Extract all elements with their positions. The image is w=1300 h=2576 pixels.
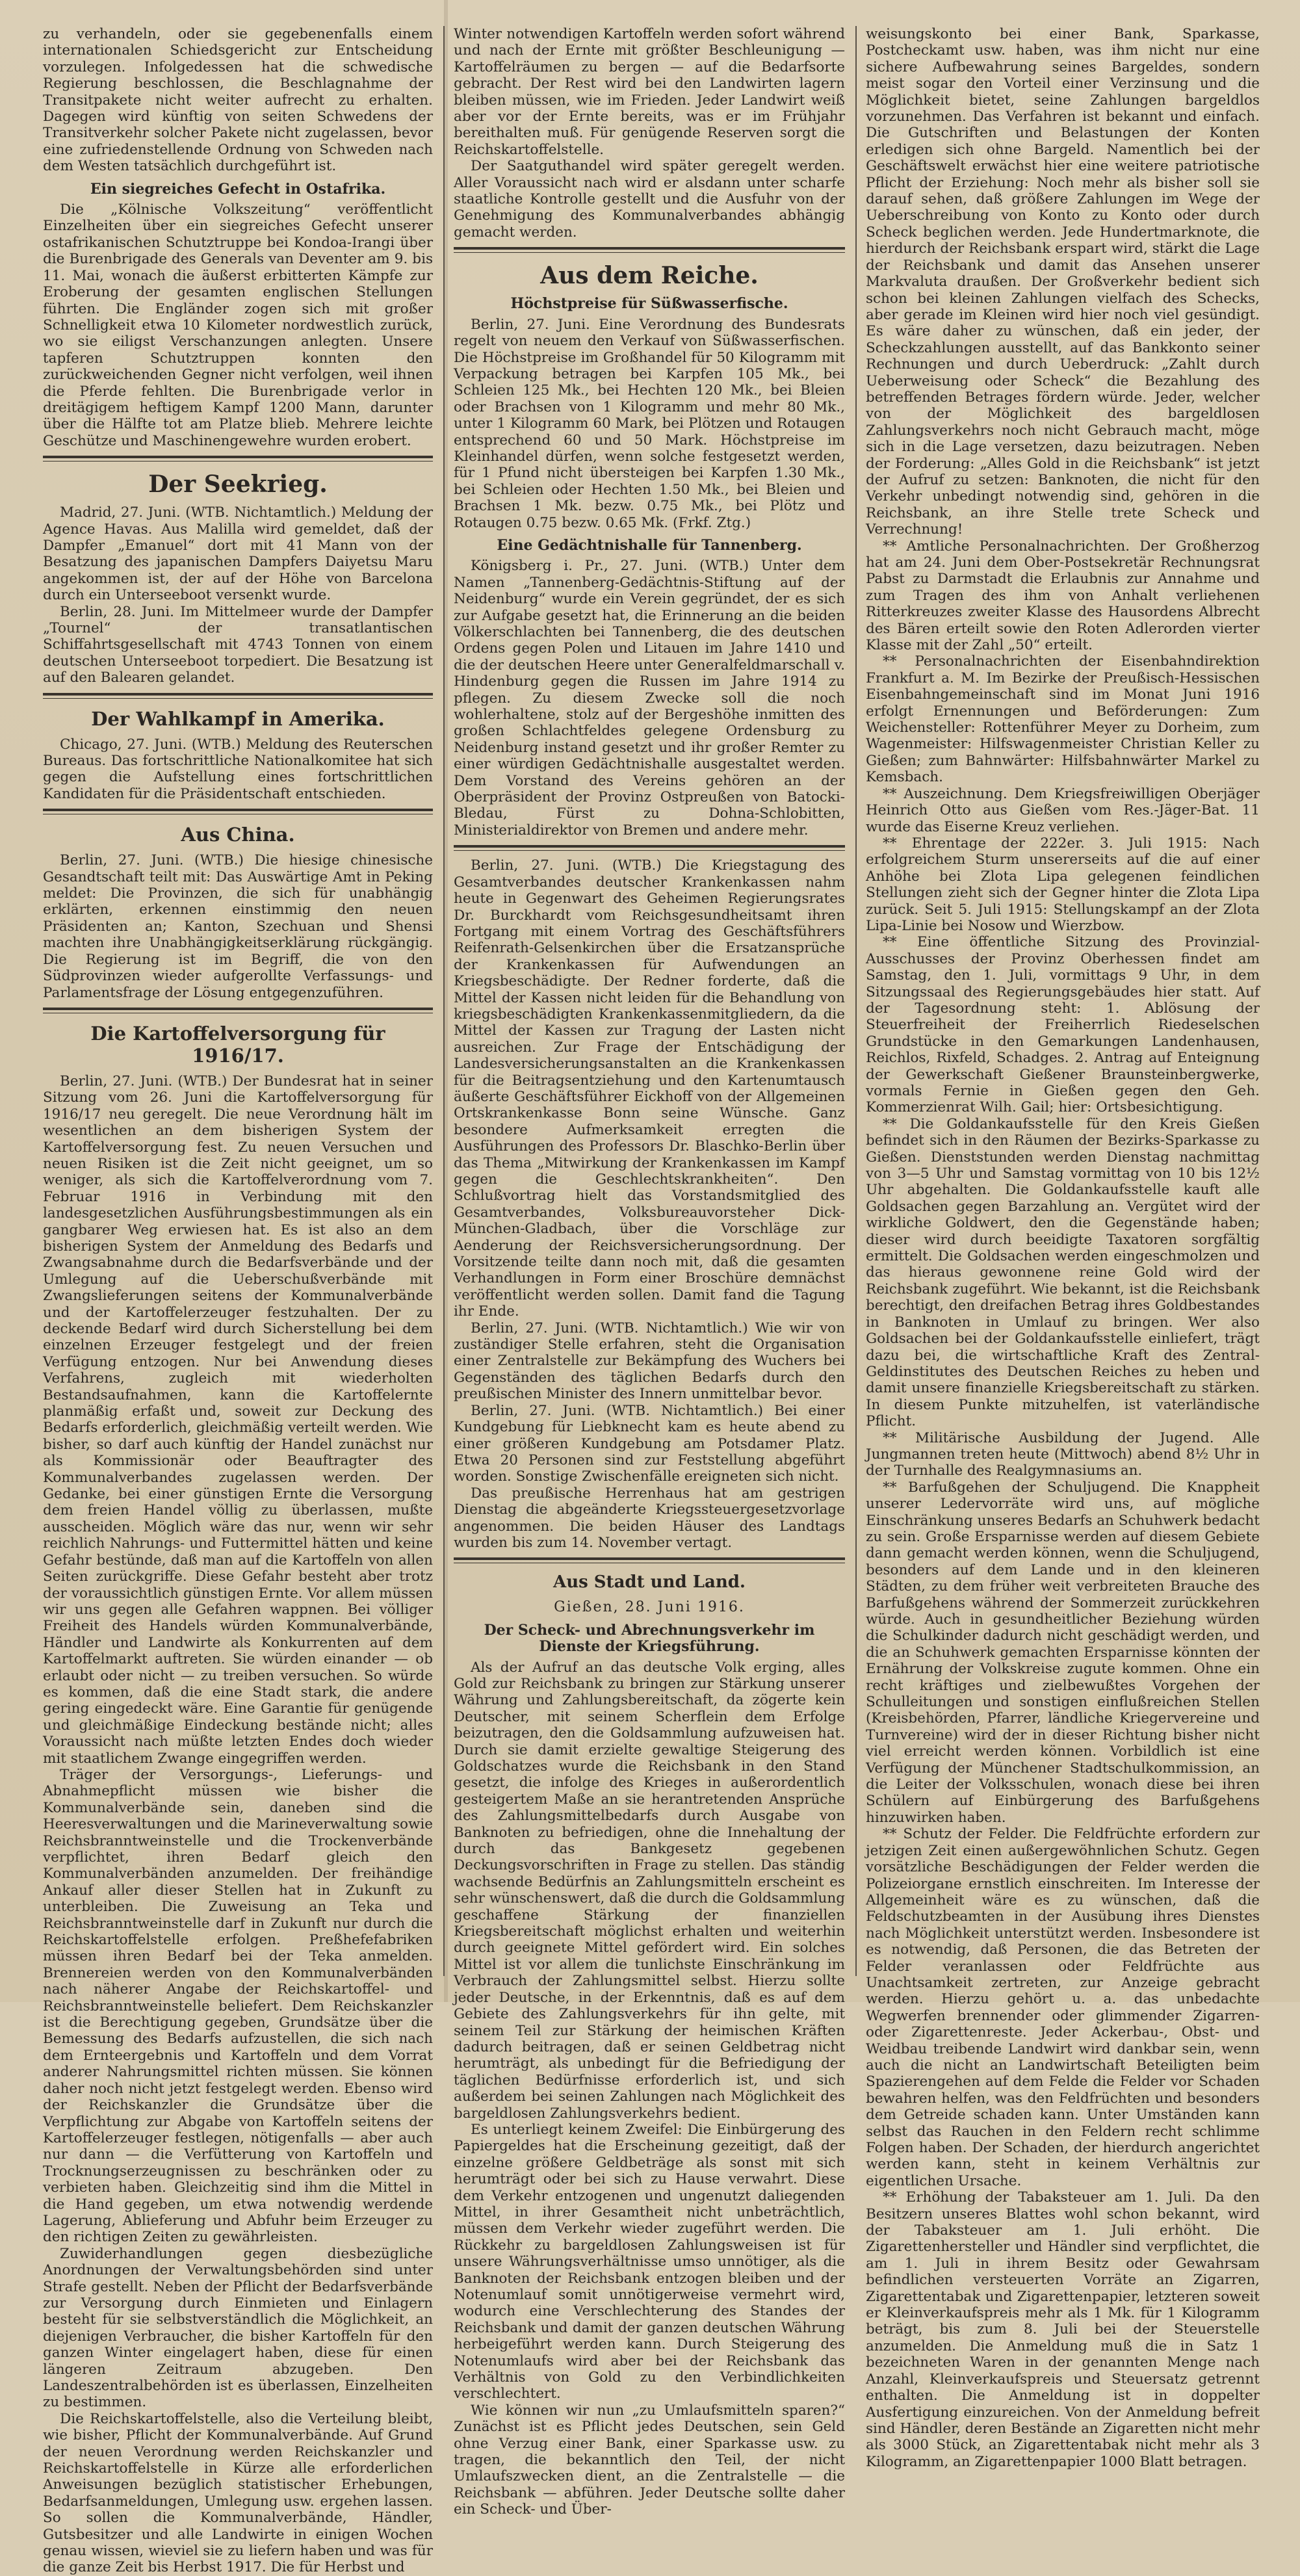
article-paragraph: ** Eine öffentliche Sitzung des Provinzial-Ausschusses der Provinz Oberhessen findet am Samstag, den 1. Juli, vormittags 9 Uhr, in dem Sitzungssaal des Regierungsgebäudes hier statt. Auf der Tagesordnung steht: 1. Ablösung der Steuerfreiheit der Freiherrlich Riedeselschen Grundstücke in den Gemarkungen Landenhausen, Reichlos, Rixfeld, Schadges. 2. Antrag auf Enteignung der Gewerkschaft Gießener Braunsteinbergwerke, vormals Fernie in Gießen gegen den Geh. Kommerzienrat Wilh. Gail; hier: Ortsbesichtigung. — [866, 934, 1260, 1116]
article-paragraph: ** Schutz der Felder. Die Feldfrüchte erfordern zur jetzigen Zeit einen außergewöhnlichen Schutz. Gegen vorsätzliche Beschädigungen der Felder werden die Polizeiorgane ernstlich einschreiten. Im Interesse der Allgemeinheit wäre es zu wünschen, daß die Feldschutzbeamten in der Ausübung ihres Dienstes nach Möglichkeit unterstützt werden. Insbesondere ist es notwendig, daß Personen, die das Betreten der Felder veranlassen oder Feldfrüchte aus Unachtsamkeit zertreten, zur Anzeige gebracht werden. Hierzu gehört u. a. das unbedachte Wegwerfen brennender oder glimmender Zigarren- oder Zigarettenreste. Jeder Ackerbau-, Obst- und Weidbau treibende Landwirt wird dankbar sein, wenn auch die nicht an Landwirtschaft Beteiligten beim Spazierengehen auf dem Felde die Felder vor Schaden bewahren helfen, was den Feldfrüchten und besonders dem Getreide schaden kann. Unter Umständen kann selbst das Rauchen in den Feldern recht schlimme Folgen haben. Der Schaden, der hierdurch angerichtet werden kann, steht in keinem Verhältnis zur eigentlichen Ursache. — [866, 1826, 1260, 2189]
section-heading: Aus Stadt und Land. — [553, 1572, 746, 1593]
section-rule — [454, 247, 845, 253]
article-paragraph: Berlin, 27. Juni. (WTB.) Die Kriegstagung des Gesamtverbandes deutscher Krankenkassen nahm heute in Gegenwart des Geheimen Regierungsrates Dr. Burckhardt vom Reichsgesundheitsamt ihren Fortgang mit einem Vortrag des Geschäftsführers Reifenrath-Gelsenkirchen über die Ersatzansprüche der Krankenkassen für Aufwendungen an Kriegsbeschädigte. Der Redner forderte, daß die Mittel der Kassen nicht leiden für die Behandlung von kriegsbeschädigten Krankenkassenmitgliedern, da die Mittel der Kassen zur Tragung der Lasten nicht ausreichen. Zur Frage der Entschädigung der Landesversicherungsanstalten an die Krankenkassen für die Beitragsentziehung und den Kartenumtausch äußerte Geschäftsführer Eickhoff von der Allgemeinen Ortskrankenkasse Bonn seine Wünsche. Ganz besondere Aufmerksamkeit erregten die Ausführungen des Professors Dr. Blaschko-Berlin über das Thema „Mitwirkung der Krankenkassen im Kampf gegen die Geschlechtskrankheiten“. Den Schlußvortrag hielt das Vorstandsmitglied des Gesamtverbandes, Volksbureauvorsteher Dick-München-Gladbach, über die Vorschläge zur Aenderung der Reichsversicherungsordnung. Der Vorsitzende teilte dann noch mit, daß die gesamten Verhandlungen in Form einer Broschüre demnächst veröffentlicht werden sollen. Damit fand die Tagung ihr Ende. — [454, 857, 845, 1320]
article-paragraph: ** Ehrentage der 222er. 3. Juli 1915: Nach erfolgreichem Sturm unsererseits auf die auf einer Anhöhe bei Zlota Lipa gelegenen feindlichen Stellungen zieht sich der Gegner hinter die Zlota Lipa zurück. Seit 5. Juli 1915: Stellungskampf an der Zlota Lipa-Linie bei Nosow und Wierzbow. — [866, 835, 1260, 934]
article-paragraph: ** Erhöhung der Tabaksteuer am 1. Juli. Da den Besitzern unseres Blattes wohl schon bekannt, wird der Tabaksteuer am 1. Juli erhöht. Die Zigarettenhersteller und Händler sind verpflichtet, die am 1. Juli in ihrem Besitz oder Gewahrsam befindlichen versteuerten Vorräte an Zigarren, Zigarettentabak und Zigarettenpapier, letzteren soweit er Kleinverkaufspreis mehr als 1 Mk. für 1 Kilogramm beträgt, bis zum 8. Juli bei der Steuerstelle anzumelden. Die Anmeldung muß die in Satz 1 bezeichneten Waren in der genannten Menge nach Anzahl, Kleinverkaufspreis und Steuersatz getrennt enthalten. Die Anmeldung ist in doppelter Ausfertigung einzureichen. Von der Anmeldung befreit sind Händler, deren Bestände an Zigaretten nicht mehr als 3000 Stück, an Zigarettentabak nicht mehr als 3 Kilogramm, an Zigarettenpapier 1000 Blatt betragen. — [866, 2189, 1260, 2470]
article-paragraph: Königsberg i. Pr., 27. Juni. (WTB.) Unter dem Namen „Tannenberg-Gedächtnis-Stiftung auf der Neidenburg“ wurde ein Verein gegründet, der es sich zur Aufgabe gesetzt hat, die Erinnerung an die beiden Völkerschlachten bei Tannenberg, die des deutschen Ordens gegen Polen und Litauen im Jahre 1410 und die der deutschen Heere unter Generalfeldmarschall v. Hindenburg gegen die Russen im Jahre 1914 zu pflegen. Zu diesem Zwecke soll die noch wohlerhaltene, stolz auf der Bergeshöhe inmitten des großen Schlachtfeldes gelegene Ordensburg zu Neidenburg instand gesetzt und ihr großer Remter zu einer würdigen Gedächtnishalle ausgestaltet werden. Dem Vorstand des Vereins gehören an der Oberpräsident der Provinz Ostpreußen von Batocki-Bledau, Fürst zu Dohna-Schlobitten, Ministerialdirektor von Bremen und andere mehr. — [454, 558, 845, 839]
article-paragraph: Wie können wir nun „zu Umlaufsmitteln sparen?“ Zunächst ist es Pflicht jedes Deutschen, sein Geld ohne Verzug einer Bank, einer Sparkasse usw. zu tragen, die bekanntlich den Teil, der nicht Umlaufszwecken dient, an die Zentralstelle — die Reichsbank — abführen. Jeder Deutsche sollte daher ein Scheck- und Über- — [454, 2402, 845, 2518]
article-paragraph: Als der Aufruf an das deutsche Volk erging, alles Gold zur Reichsbank zu bringen zur Stärkung unserer Währung und Zahlungsbereitschaft, da zögerte kein Deutscher, mit seinem Scherflein dem Erfolge beizutragen, den die Goldsammlung aufzuweisen hat. Durch sie damit erzielte gewaltige Steigerung des Goldschatzes wurde die Reichsbank in den Stand gesetzt, die infolge des Krieges in außerordentlich gesteigertem Maße an sie herantretenden Ansprüche des Zahlungsmittelbedarfs durch Ausgabe von Banknoten zu befriedigen, ohne die Innehaltung der durch das Bankgesetz gegebenen Deckungsvorschriften in Frage zu stellen. Das ständig wachsende Bedürfnis an Zahlungsmitteln erscheint es sehr wünschenswert, daß die durch die Goldsammlung geschaffene Stärkung der finanziellen Kriegsbereitschaft möglichst erhalten und weiterhin durch geeignete Mittel gefördert wird. Ein solches Mittel ist vor allem die tunlichste Einschränkung im Verbrauch der Zahlungsmittel selbst. Hierzu sollte jeder Deutsche, in der Erkenntnis, daß es auf dem Gebiete des Zahlungsverkehrs für ihn gelte, mit seinem Teil zur Stärkung der heimischen Kräften dadurch beitragen, daß er seinen Geldbetrag nicht herumträgt, als unbedingt für die Befriedigung der täglichen Bedürfnisse erforderlich ist, und sich außerdem bei seinen Zahlungen nach Möglichkeit des bargeldlosen Zahlungsverkehrs bedient. — [454, 1659, 845, 2122]
section-rule — [43, 809, 433, 814]
article-paragraph: ** Auszeichnung. Dem Kriegsfreiwilligen Oberjäger Heinrich Otto aus Gießen vom Res.-Jäger-Bat. 11 wurde das Eiserne Kreuz verliehen. — [866, 785, 1260, 835]
section-heading: Die Kartoffelversorgung für 1916/17. — [90, 1022, 385, 1067]
article-paragraph: Die Reichskartoffelstelle, also die Verteilung bleibt, wie bisher, Pflicht der Kommunalverbände. Auf Grund der neuen Verordnung werden Reichskanzler und Reichskartoffelstelle in Kürze alle erforderlichen Anweisungen bezüglich statistischer Erhebungen, Bedarfsanmeldungen, Umlegung usw. ergehen lassen. So sollen die Kommunalverbände, Händler, Gutsbesitzer und alle Landwirte in einigen Wochen genau wissen, wieviel sie zu liefern haben und was für die ganze Zeit bis Herbst 1917. Die für Herbst und — [43, 2410, 433, 2576]
article-paragraph: Der Saatguthandel wird später geregelt werden. Aller Voraussicht nach wird er alsdann unter scharfe staatliche Kontrolle gestellt und die Ausfuhr von der Genehmigung des Kommunalverbandes abhängig gemacht werden. — [454, 158, 845, 241]
section-heading: Der Seekrieg. — [148, 471, 328, 499]
article-paragraph: zu verhandeln, oder sie gegebenenfalls einem internationalen Schiedsgericht zur Entscheidung vorzulegen. Infolgedessen hat die schwedische Regierung beschlossen, die Beschlagnahme der Transitpakete nicht weiter aufrecht zu erhalten. Dagegen wird künftig von seiten Schwedens der Transitverkehr solcher Pakete nicht zugelassen, bevor eine zufriedenstellende Ordnung von Schweden nach dem Westen tatsächlich durchgeführt ist. — [43, 26, 433, 175]
article-paragraph: Berlin, 28. Juni. Im Mittelmeer wurde der Dampfer „Tournel“ der transatlantischen Schiffahrtsgesellschaft mit 4743 Tonnen von einem deutschen Unterseeboot torpediert. Die Besatzung ist auf den Balearen gelandet. — [43, 603, 433, 686]
section-rule — [454, 845, 845, 851]
article-paragraph: Berlin, 27. Juni. (WTB. Nichtamtlich.) Bei einer Kundgebung für Liebknecht kam es heute abend zu einer größeren Kundgebung am Potsdamer Platz. Etwa 20 Personen sind zur Feststellung abgeführt worden. Sonstige Zwischenfälle ereigneten sich nicht. — [454, 1402, 845, 1485]
article-paragraph: Madrid, 27. Juni. (WTB. Nichtamtlich.) Meldung der Agence Havas. Aus Malilla wird gemeldet, daß der Dampfer „Emanuel“ dort mit 41 Mann von der Besatzung des japanischen Dampfers Daiyetsu Maru angekommen ist, der auf der Höhe von Barcelona durch ein Unterseeboot versenkt wurde. — [43, 504, 433, 604]
column-1 — [43, 26, 433, 2576]
article-paragraph: Träger der Versorgungs-, Lieferungs- und Abnahmepflicht müssen wie bisher die Kommunalverbände sein, daneben sind die Heeresverwaltungen und die Marineverwaltung sowie Reichsbranntweinstelle und die Trockenverbände verpflichtet, ihren Bedarf gleich den Kommunalverbänden anzumelden. Der freihändige Ankauf aller dieser Stellen hat in Zukunft zu unterbleiben. Die Zuweisung an Teka und Reichsbranntweinstelle darf in Zukunft nur durch die Reichskartoffelstelle erfolgen. Preßhefefabriken müssen ihren Bedarf bei der Teka anmelden. Brennereien werden von den Kommunalverbänden nach näherer Angabe der Reichskartoffel- und Reichsbranntweinstelle beliefert. Dem Reichskanzler ist die Berechtigung gegeben, Grundsätze über die Bemessung des Bedarfs aufzustellen, die sich nach dem Ernteergebnis und Kartoffeln und dem Vorrat anderer Nahrungsmittel richten müssen. Sie können daher noch nicht jetzt festgelegt werden. Ebenso wird der Reichskanzler die Grundsätze über die Verpflichtung zur Abgabe von Kartoffeln seitens der Kartoffelerzeuger festlegen, nötigenfalls — aber auch nur dann — die Verfütterung von Kartoffeln und Trocknungserzeugnissen zu beschränken oder zu verbieten haben. Gleichzeitig sind ihm die Mittel in die Hand gegeben, um etwa notwendig werdende Lagerung, Ablieferung und Abfuhr beim Erzeuger zu den richtigen Zeiten zu gewährleisten. — [43, 1766, 433, 2246]
column-2 — [454, 26, 845, 2518]
section-rule — [43, 456, 433, 462]
article-paragraph: ** Militärische Ausbildung der Jugend. Alle Jungmannen treten heute (Mittwoch) abend 8½ Uhr in der Turnhalle des Realgymnasiums an. — [866, 1429, 1260, 1479]
section-rule — [43, 1008, 433, 1013]
section-heading: Der Wahlkampf in Amerika. — [91, 707, 385, 730]
section-rule — [43, 693, 433, 699]
column-rule-2 — [855, 26, 857, 1976]
article-subheading: Höchstpreise für Süßwasserfische. — [510, 295, 788, 313]
section-rule — [454, 1557, 845, 1563]
article-paragraph: Zuwiderhandlungen gegen diesbezügliche Anordnungen der Verwaltungsbehörden sind unter Strafe gestellt. Neben der Pflicht der Bedarfsverbände zur Versorgung durch Einmieten und Einlagern besteht für sie selbstverständlich die Möglichkeit, an diejenigen Verbraucher, die bisher Kartoffeln für den ganzen Winter eingelagert haben, diese für einen längeren Zeitraum abzugeben. Den Landeszentralbehörden ist es überlassen, Einzelheiten zu bestimmen. — [43, 2245, 433, 2411]
article-paragraph: Berlin, 27. Juni. (WTB.) Der Bundesrat hat in seiner Sitzung vom 26. Juni die Kartoffelversorgung für 1916/17 neu geregelt. Die neue Verordnung hält im wesentlichen an dem bisherigen System der Kartoffelversorgung fest. Zu neuen Versuchen und neuen Risiken ist die Zeit nicht geeignet, um so weniger, als sich die Kartoffelverordnung vom 7. Februar 1916 in Verbindung mit den landesgesetzlichen Ausführungsbestimmungen als ein gangbarer Weg erwiesen hat. Es ist also an dem bisherigen System der Anmeldung des Bedarfs und Zwangsabnahme durch die Bedarfsverbände und der Umlegung auf die Ueberschußverbände mit Zwangslieferungen seitens der Kommunalverbände und der Kartoffelerzeuger festzuhalten. Der zu deckende Bedarf wird durch Sicherstellung bei dem einzelnen Erzeuger festgelegt und der freien Verfügung entzogen. Nur bei Anwendung dieses Verfahrens, zugleich mit wiederholten Bestandsaufnahmen, kann die Kartoffelernte planmäßig erfaßt und, soweit zur Deckung des Bedarfs erforderlich, gleichmäßig verteilt werden. Wie bisher, so darf auch künftig der Handel zunächst nur als Kommissionär oder Beauftragter des Kommunalverbandes zugelassen werden. Der Gedanke, bei einer günstigen Ernte die Versorgung dem freien Handel völlig zu überlassen, mußte ausscheiden. Möglich wäre das nur, wenn wir sehr reichlich Nahrungs- und Futtermittel hätten und keine Gefahr bestünde, daß man auf die Kartoffeln von allen Seiten zurückgriffe. Diese Gefahr besteht aber trotz der voraussichtlich günstigen Ernte. Vor allem müssen wir uns gegen alle Gefahren wappnen. Bei völliger Freiheit des Handels würden Kommunalverbände, Händler und Landwirte als Konkurrenten auf dem Kartoffelmarkt auftreten. Sie würden einander — ob erlaubt oder nicht — zu treiben versuchen. So würde es kommen, daß die eine Stadt stark, die andere gering eingedeckt wäre. Eine Garantie für genügende und gleichmäßige Eindeckung bestände nicht; alles Voraussicht nach müßte letzten Endes doch wieder mit staatlichem Zwange eingegriffen werden. — [43, 1073, 433, 1767]
article-paragraph: Das preußische Herrenhaus hat am gestrigen Dienstag die abgeänderte Kriegssteuergesetzvorlage angenommen. Die beiden Häuser des Landtags wurden bis zum 14. November vertagt. — [454, 1485, 845, 1551]
section-heading: Aus China. — [181, 824, 295, 846]
section-heading: Aus dem Reiche. — [540, 262, 759, 290]
article-paragraph: Berlin, 27. Juni. (WTB.) Die hiesige chinesische Gesandtschaft teilt mit: Das Auswärtige Amt in Peking meldet: Die Provinzen, die sich für unabhängig erklärten, erkennen einstimmig den neuen Präsidenten an; Kanton, Szechuan und Shensi machten ihre Unabhängigkeitserklärung rückgängig. Die Regierung ist im Begriff, die von den Südprovinzen wieder aufgerollte Verfassungs- und Parlamentsfrage der Lösung entgegenzuführen. — [43, 852, 433, 1001]
article-paragraph: Berlin, 27. Juni. (WTB. Nichtamtlich.) Wie wir von zuständiger Stelle erfahren, steht die Organisation einer Zentralstelle zur Bekämpfung des Wuchers bei Gegenständen des täglichen Bedarfs durch den preußischen Minister des Innern unmittelbar bevor. — [454, 1320, 845, 1403]
article-paragraph: Winter notwendigen Kartoffeln werden sofort während und nach der Ernte mit größter Beschleunigung — Kartoffelräumen zu bergen — auf die Bedarfsorte gebracht. Der Rest wird bei den Landwirten lagern bleiben müssen, wie im Frieden. Jeder Landwirt weiß aber vor der Ernte bereits, was er im Frühjahr bereithalten muß. Für genügende Reserven sorgt die Reichskartoffelstelle. — [454, 26, 845, 158]
article-paragraph: Die „Kölnische Volkszeitung“ veröffentlicht Einzelheiten über ein siegreiches Gefecht unserer ostafrikanischen Schutztruppe bei Kondoa-Irangi über die Burenbrigade des Generals van Deventer am 9. bis 11. Mai, wonach die äußerst erbitterten Kämpfe zur Eroberung der gesamten englischen Stellungen führten. Die Engländer zogen sich mit großer Schnelligkeit etwa 10 Kilometer nordwestlich zurück, wo sie eiligst Verschanzungen anlegten. Unsere tapferen Schutztruppen konnten den zurückweichenden Gegner nicht verfolgen, weil ihnen die Pferde fehlten. Die Burenbrigade verlor in dreitägigem heftigem Kampf 1200 Mann, darunter über die Hälfte tot am Platze blieb. Mehrere leichte Geschütze und Maschinengewehre wurden erobert. — [43, 202, 433, 449]
article-paragraph: ** Personalnachrichten der Eisenbahndirektion Frankfurt a. M. Im Bezirke der Preußisch-Hessischen Eisenbahngemeinschaft sind im Monat Juni 1916 erfolgt Ernennungen und Beförderungen: Zum Weichensteller: Rottenführer Meyer zu Dorheim, zum Wagenmeister: Hilfswagenmeister Christian Keller zu Gießen; zum Bahnwärter: Hilfsbahnwärter Markel zu Kemsbach. — [866, 653, 1260, 786]
column-rule-1 — [443, 26, 445, 1976]
dateline: Gießen, 28. Juni 1916. — [554, 1599, 745, 1616]
article-subheading: Der Scheck- und Abrechnungsverkehr im Dienste der Kriegsführung. — [484, 1621, 815, 1656]
article-paragraph: Chicago, 27. Juni. (WTB.) Meldung des Reuterschen Bureaus. Das fortschrittliche Nationalkomitee hat sich gegen die Aufstellung eines fortschrittlichen Kandidaten für die Präsidentschaft entschieden. — [43, 736, 433, 802]
column-3 — [866, 26, 1260, 2470]
article-paragraph: weisungskonto bei einer Bank, Sparkasse, Postcheckamt usw. haben, was ihm nicht nur eine sichere Aufbewahrung seines Bargeldes, sondern meist sogar den Vorteil einer Verzinsung und die Möglichkeit bietet, seine Zahlungen bargeldlos vorzunehmen. Das Verfahren ist bekannt und einfach. Die Gutschriften und Belastungen der Konten erledigen sich ohne Bargeld. Namentlich bei der Geschäftswelt erwächst hier eine weitere patriotische Pflicht der Erziehung: Noch mehr als bisher soll sie darauf sehen, daß größere Zahlungen im Wege der Ueberschreibung von Konto zu Konto oder durch Scheck beglichen werden. Jede Hundertmarknote, die hierdurch der Reichsbank erspart wird, stärkt die Lage der Reichsbank und damit das Ansehen unserer Markvaluta draußen. Der Großverkehr bedient sich schon bei kleinen Zahlungen vielfach des Schecks, aber gerade im Kleinen wird hier noch viel gesündigt. Es wäre daher zu wünschen, daß ein jeder, der Scheckzahlungen ausstellt, auf das Bankkonto seiner Rechnungen und durch Ueberdruck: „Zahlt durch Ueberweisung oder Scheck“ die Bezahlung des betreffenden Betrages fördern würde. Jeder, welcher von der Möglichkeit des bargeldlosen Zahlungsverkehrs noch nicht Gebrauch macht, möge sich in die Lage versetzen, dazu beizutragen. Neben der Forderung: „Alles Gold in die Reichsbank“ ist jetzt der Aufruf zu setzen: Banknoten, die nicht für den Verkehr unbedingt notwendig sind, gehören in die Reichsbank, an ihre Stelle trete Scheck und Verrechnung! — [866, 26, 1260, 538]
article-paragraph: ** Amtliche Personalnachrichten. Der Großherzog hat am 24. Juni dem Ober-Postsekretär Rechnungsrat Pabst zu Darmstadt die Erlaubnis zur Annahme und zum Tragen des ihm von Anhalt verliehenen Ritterkreuzes zweiter Klasse des Hausordens Albrecht des Bären erteilt sowie den Roten Adlerorden vierter Klasse mit der Zahl „50“ erteilt. — [866, 538, 1260, 654]
article-paragraph: ** Barfußgehen der Schuljugend. Die Knappheit unserer Ledervorräte wird uns, auf mögliche Einschränkung unseres Bedarfs an Schuhwerk bedacht zu sein. Große Ersparnisse werden auf diesem Gebiete dann gemacht werden können, wenn die Schuljugend, besonders auf dem Lande und in den kleineren Städten, zu dem früher weit verbreiteten Brauche des Barfußgehens während der Sommerzeit zurückkehren würde. Auch in gesundheitlicher Beziehung würden die Schulkinder dadurch nicht geschädigt werden, und die an Schuhwerk gemachten Ersparnisse könnten der Ernährung der Volkskreise zugute kommen. Ohne ein recht kräftiges und zielbewußtes Vorgehen der Schulleitungen und sonstigen einflußreichen Stellen (Kreisbehörden, Pfarrer, ländliche Kriegervereine und Turnvereine) wird der in dieser Richtung bisher nicht viel erreicht werden können. Vorbildlich ist eine Verfügung der Münchener Stadtschulkommission, an die Leiter der Volksschulen, wonach diese bei ihren Schülern auf Einbürgerung des Barfußgehens hinzuwirken haben. — [866, 1479, 1260, 1826]
article-subheading: Eine Gedächtnishalle für Tannenberg. — [497, 536, 802, 554]
article-paragraph: Berlin, 27. Juni. Eine Verordnung des Bundesrats regelt von neuem den Verkauf von Süßwasserfischen. Die Höchstpreise im Großhandel für 50 Kilogramm mit Verpackung betragen bei Karpfen 105 Mk., bei Schleien 125 Mk., bei Hechten 120 Mk., bei Bleien oder Brachsen von 1 Kilogramm und mehr 80 Mk., unter 1 Kilogramm 60 Mark, bei Plötzen und Rotaugen entsprechend 60 und 50 Mark. Höchstpreise im Kleinhandel dürfen, wenn solche festgesetzt werden, für 1 Pfund nicht übersteigen bei Karpfen 1.30 Mk., bei Schleien oder Hechten 1.50 Mk., bei Bleien und Brachsen 1 Mk. bezw. 0.75 Mk., bei Plötz und Rotaugen 0.75 bezw. 0.65 Mk. (Frkf. Ztg.) — [454, 316, 845, 531]
article-paragraph: Es unterliegt keinem Zweifel: Die Einbürgerung des Papiergeldes hat die Erscheinung gezeitigt, daß der einzelne größere Geldbeträge als sonst mit sich herumträgt oder bei sich zu Hause verwahrt. Diese dem Verkehr entzogenen und ungenutzt daliegenden Mittel, in ihrer Gesamtheit nicht unbeträchtlich, müssen dem Verkehr wieder zugeführt werden. Die Rückkehr zu bargeldlosen Zahlungsweisen ist für unsere Währungsverhältnisse umso unnötiger, als die Banknoten der Reichsbank entzogen bleiben und der Notenumlauf somit unnötigerweise vermehrt wird, wodurch eine Verschlechterung des Standes der Reichsbank und damit der ganzen deutschen Währung herbeigeführt werden kann. Durch Steigerung des Notenumlaufs wird aber bei der Reichsbank das Verhältnis von Gold zu den Verbindlichkeiten verschlechtert. — [454, 2121, 845, 2402]
article-paragraph: ** Die Goldankaufsstelle für den Kreis Gießen befindet sich in den Räumen der Bezirks-Sparkasse zu Gießen. Dienststunden werden Dienstag nachmittag von 3—5 Uhr und Samstag vormittag von 10 bis 12½ Uhr abgehalten. Die Goldankaufsstelle kauft alle Goldsachen gegen Barzahlung an. Vergütet wird der wirkliche Goldwert, den die Gegenstände haben; dieser wird durch beeidigte Taxatoren sorgfältig ermittelt. Die Goldsachen werden eingeschmolzen und das hieraus gewonnene reine Gold wird der Reichsbank zugeführt. Wie bekannt, ist die Reichsbank berechtigt, den dreifachen Betrag ihres Goldbestandes in Banknoten in Umlauf zu bringen. Wer also Goldsachen bei der Goldankaufsstelle einliefert, trägt dazu bei, die wirtschaftliche Kraft des Zentral-Geldinstitutes des Deutschen Reiches zu heben und damit unsere finanzielle Kriegsbereitschaft zu stärken. In diesem Punkte mitzuhelfen, ist vaterländische Pflicht. — [866, 1115, 1260, 1430]
article-subheading: Ein siegreiches Gefecht in Ostafrika. — [90, 180, 386, 198]
